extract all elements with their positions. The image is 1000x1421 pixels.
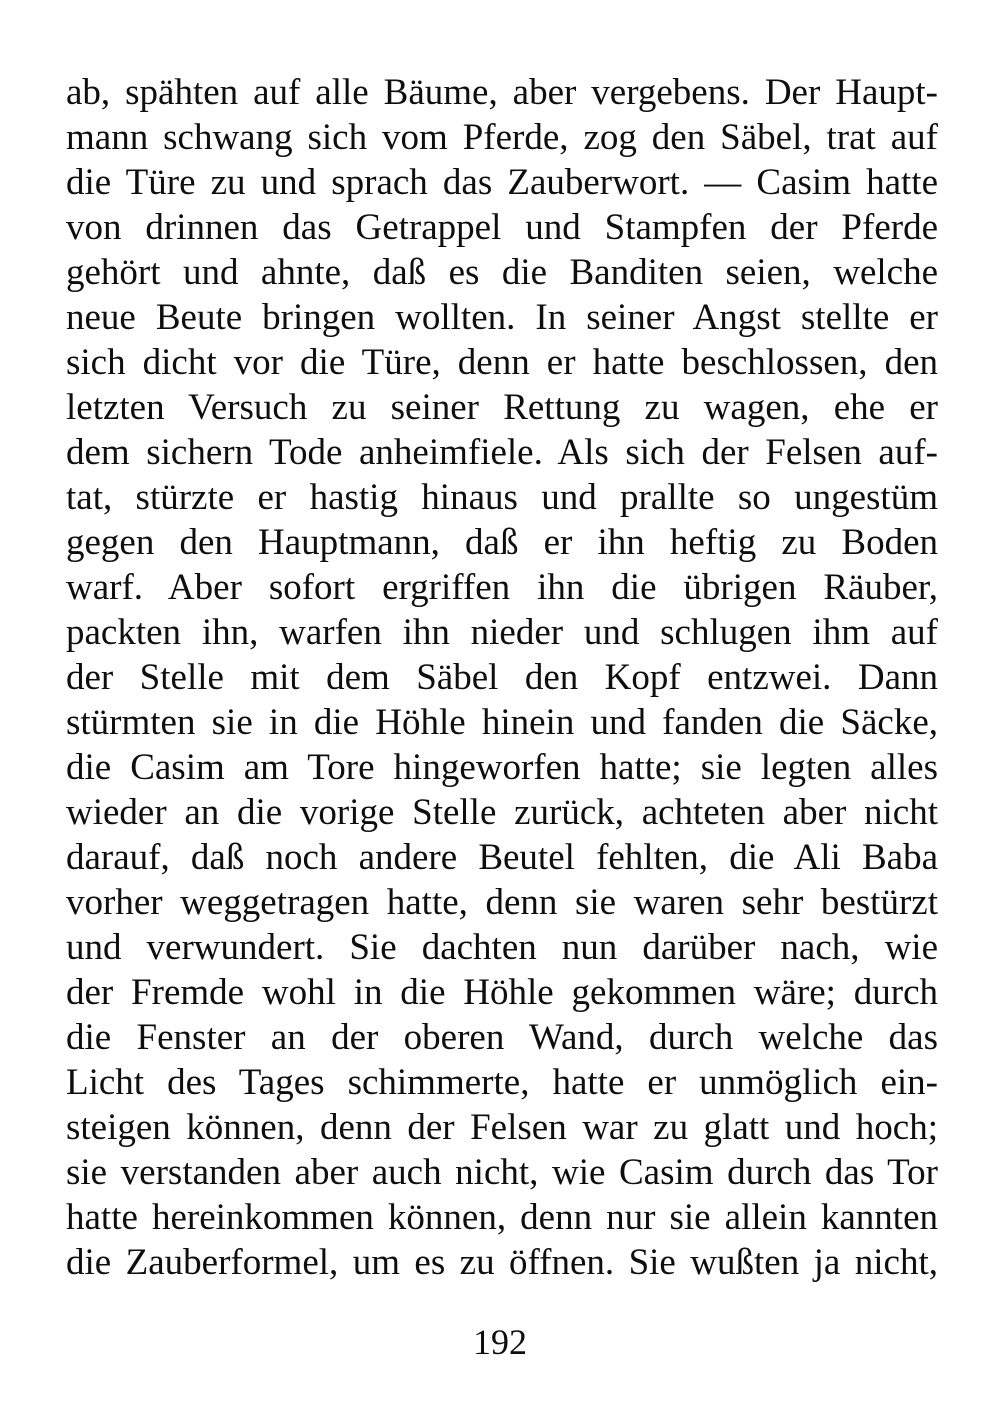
text-line: sich dicht vor die Türe, denn er hatte beschlossen, den xyxy=(66,342,938,383)
text-line: stürmten sie in die Höhle hinein und fanden die Säcke, xyxy=(66,702,938,743)
text-line: packten ihn, warfen ihn nieder und schlugen ihm auf xyxy=(66,612,938,653)
text-line: der Stelle mit dem Säbel den Kopf entzwei. Dann xyxy=(66,657,938,698)
text-line: warf. Aber sofort ergriffen ihn die übrigen Räuber, xyxy=(66,567,938,608)
text-line: vorher weggetragen hatte, denn sie waren sehr bestürzt xyxy=(66,882,938,923)
text-line: Licht des Tages schimmerte, hatte er unmöglich ein- xyxy=(66,1062,938,1103)
text-line: wieder an die vorige Stelle zurück, achteten aber nicht xyxy=(66,792,938,833)
text-line: dem sichern Tode anheimfiele. Als sich der Felsen auf- xyxy=(66,432,938,473)
text-line: die Türe zu und sprach das Zauberwort. — Casim hatte xyxy=(66,162,938,203)
body-text xyxy=(66,70,938,1285)
text-line: und verwundert. Sie dachten nun darüber nach, wie xyxy=(66,927,938,968)
text-line: gegen den Hauptmann, daß er ihn heftig zu Boden xyxy=(66,522,938,563)
text-line: ab, spähten auf alle Bäume, aber vergebens. Der Haupt- xyxy=(66,72,938,113)
text-line: neue Beute bringen wollten. In seiner Angst stellte er xyxy=(66,297,938,338)
text-line: die Casim am Tore hingeworfen hatte; sie legten alles xyxy=(66,747,938,788)
text-line: gehört und ahnte, daß es die Banditen seien, welche xyxy=(66,252,938,293)
text-line: tat, stürzte er hastig hinaus und prallte so ungestüm xyxy=(66,477,938,518)
text-line: hatte hereinkommen können, denn nur sie allein kannten xyxy=(66,1197,938,1238)
text-line: darauf, daß noch andere Beutel fehlten, die Ali Baba xyxy=(66,837,938,878)
text-line: der Fremde wohl in die Höhle gekommen wäre; durch xyxy=(66,972,938,1013)
page-number: 192 xyxy=(473,1322,527,1362)
text-line: steigen können, denn der Felsen war zu glatt und hoch; xyxy=(66,1107,938,1148)
text-line: letzten Versuch zu seiner Rettung zu wagen, ehe er xyxy=(66,387,938,428)
text-line: von drinnen das Getrappel und Stampfen der Pferde xyxy=(66,207,938,248)
text-line: die Zauberformel, um es zu öffnen. Sie wußten ja nicht, xyxy=(66,1242,938,1283)
text-line: sie verstanden aber auch nicht, wie Casim durch das Tor xyxy=(66,1152,938,1193)
text-line: die Fenster an der oberen Wand, durch welche das xyxy=(66,1017,938,1058)
text-line: mann schwang sich vom Pferde, zog den Säbel, trat auf xyxy=(66,117,938,158)
